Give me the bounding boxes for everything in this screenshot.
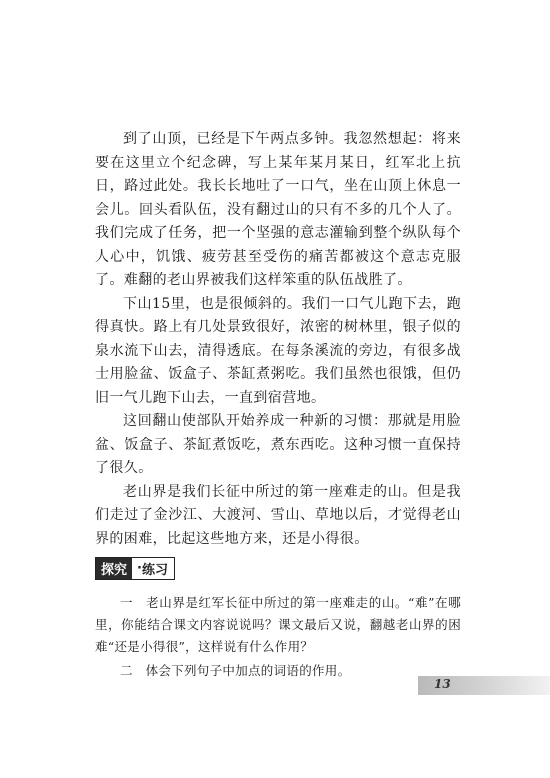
- exercise-section-header: [95, 556, 461, 580]
- badge-explore-label: 探究: [96, 558, 132, 579]
- main-text: [95, 128, 461, 551]
- section-badge: [95, 557, 175, 580]
- exercise-item-2: 二 体会下列句子中加点的词语的作用。: [120, 663, 351, 678]
- paragraph-1: 到了山顶，已经是下午两点多钟。我忽然想起：将来要在这里立个纪念碑，写上某年某月某日，红军北上抗日，路过此处。我长长地吐了一口气，坐在山顶上休息一会儿。回头看队伍，没有翻过山的只有不多的几个人了。我们完成了任务，把一个坚强的意志灌输到整个纵队每个人心中，饥饿、疲劳甚至受伤的痛苦都被这个意志克服了。难翻的老山界被我们这样笨重的队伍战胜了。: [95, 131, 461, 288]
- page-number: 13: [434, 677, 451, 691]
- paragraph-4: 老山界是我们长征中所过的第一座难走的山。但是我们走过了金沙江、大渡河、雪山、草地以后，才觉得老山界的困难，比起这些地方来，还是小得很。: [95, 483, 461, 547]
- paragraph-3: 这回翻山使部队开始养成一种新的习惯：那就是用脸盆、饭盒子、茶缸煮饭吃，煮东西吃。这种习惯一直保持了很久。: [95, 413, 461, 476]
- paragraph-2: 下山15里，也是很倾斜的。我们一口气儿跑下去，跑得真快。路上有几处景致很好，浓密的树林里，银子似的泉水流下山去，清得透底。在每条溪流的旁边，有很多战士用脸盆、饭盒子、茶缸煮粥吃。我们虽然也很饿，但仍旧一气儿跑下山去，一直到宿营地。: [95, 295, 461, 406]
- badge-practice-group: [132, 558, 174, 579]
- exercise-list: [95, 592, 461, 682]
- exercise-item-1: 一 老山界是红军长征中所过的第一座难走的山。“难”在哪里，你能结合课文内容说说吗？课文最后又说，翻越老山界的困难“还是小得很”，这样说有什么作用？: [95, 595, 461, 654]
- page-number-bar: [418, 676, 550, 695]
- badge-practice-label: 练习: [141, 562, 168, 578]
- badge-dot: ·: [137, 560, 142, 576]
